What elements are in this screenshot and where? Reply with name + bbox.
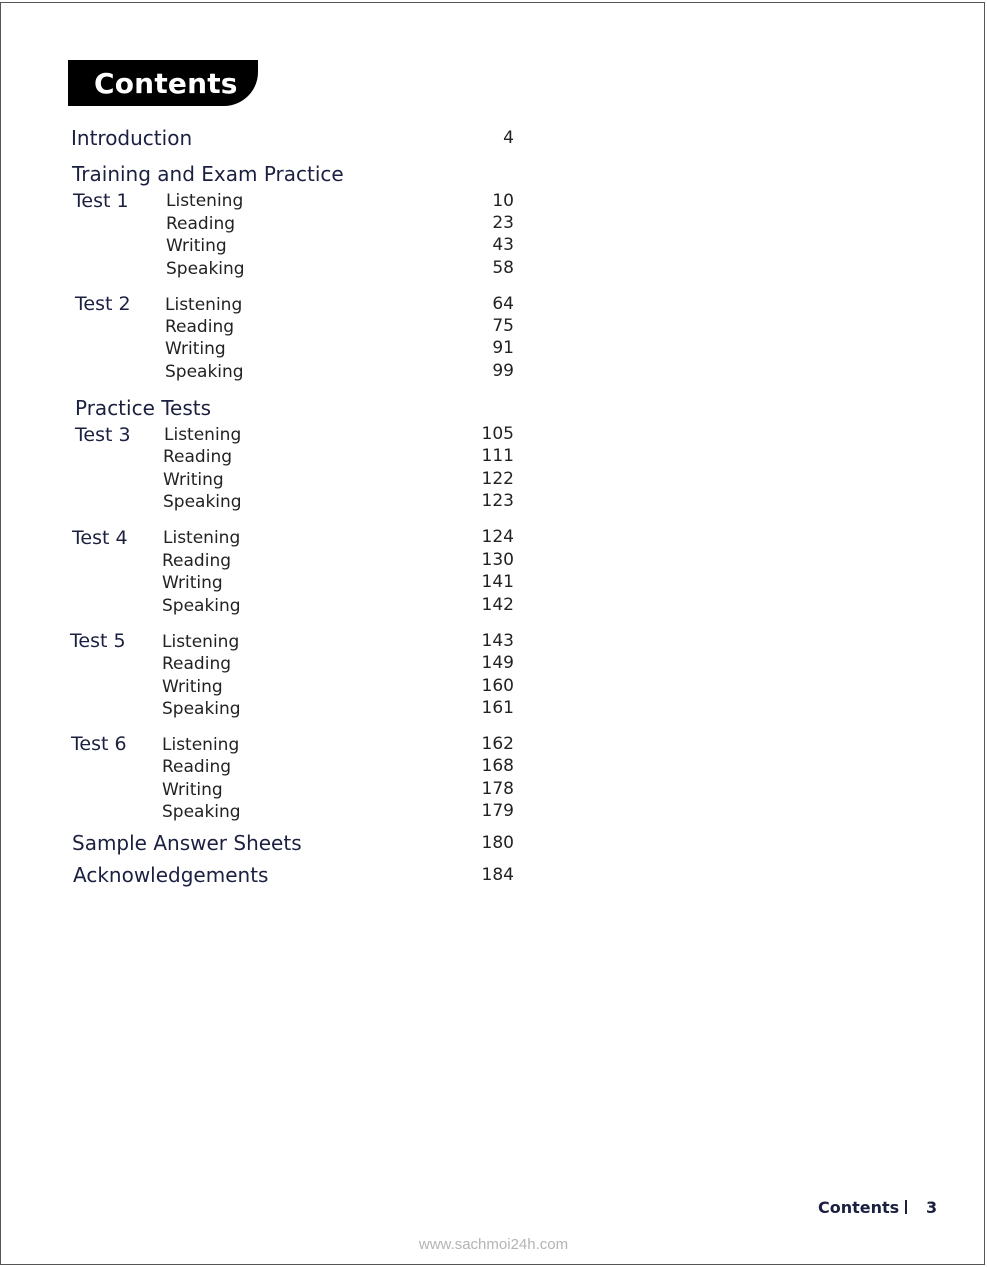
toc-test4-speaking-page: 142 [481,595,514,615]
toc-test3-reading-page: 111 [481,446,514,466]
footer-section-label: Contents [818,1198,900,1217]
toc-test1-writing[interactable]: Writing [166,236,227,256]
toc-introduction-page: 4 [503,128,514,148]
toc-test6-writing[interactable]: Writing [162,780,223,800]
toc-test2-listening[interactable]: Listening [165,295,243,315]
toc-test3-writing[interactable]: Writing [163,470,224,490]
toc-test1-reading-page: 23 [492,213,514,233]
toc-test4-speaking[interactable]: Speaking [162,596,241,616]
toc-test2-listening-page: 64 [492,294,514,314]
toc-test1-writing-page: 43 [492,235,514,255]
toc-test4-listening-page: 124 [481,527,514,547]
toc-test3-reading[interactable]: Reading [163,447,233,467]
toc-test6-writing-page: 178 [481,779,514,799]
toc-test5-label[interactable]: Test 5 [70,630,126,652]
toc-test6-speaking-page: 179 [481,801,514,821]
toc-sample-answer-sheets-label[interactable]: Sample Answer Sheets [72,831,302,855]
toc-test3-listening[interactable]: Listening [164,425,242,445]
toc-introduction-label[interactable]: Introduction [71,126,193,150]
watermark-text: www.sachmoi24h.com [418,1236,569,1253]
toc-test3-speaking[interactable]: Speaking [163,492,242,512]
toc-test6-speaking[interactable]: Speaking [162,802,241,822]
toc-test6-listening-page: 162 [481,734,514,754]
toc-test4-reading-page: 130 [481,550,514,570]
toc-test3-speaking-page: 123 [481,491,514,511]
toc-test1-label[interactable]: Test 1 [73,190,129,212]
toc-test6-listening[interactable]: Listening [162,735,240,755]
toc-test5-writing[interactable]: Writing [162,677,223,697]
toc-test5-writing-page: 160 [481,676,514,696]
toc-test2-speaking-page: 99 [492,361,514,381]
toc-test6-reading[interactable]: Reading [162,757,232,777]
toc-test2-writing[interactable]: Writing [165,339,226,359]
toc-test3-label[interactable]: Test 3 [75,424,131,446]
toc-test4-label[interactable]: Test 4 [72,527,128,549]
toc-section-training: Training and Exam Practice [72,162,344,186]
toc-acknowledgements-label[interactable]: Acknowledgements [73,863,269,887]
toc-test2-speaking[interactable]: Speaking [165,362,244,382]
page-title: Contents [94,67,238,100]
toc-test5-reading[interactable]: Reading [162,654,232,674]
toc-test5-reading-page: 149 [481,653,514,673]
toc-test2-label[interactable]: Test 2 [75,293,131,315]
toc-test2-reading[interactable]: Reading [165,317,235,337]
toc-test6-reading-page: 168 [481,756,514,776]
toc-test1-listening[interactable]: Listening [166,191,244,211]
toc-test4-writing[interactable]: Writing [162,573,223,593]
toc-test1-reading[interactable]: Reading [166,214,236,234]
toc-acknowledgements-page: 184 [481,865,514,885]
toc-test1-listening-page: 10 [492,191,514,211]
toc-test5-listening-page: 143 [481,631,514,651]
toc-sample-answer-sheets-page: 180 [481,833,514,853]
footer-divider [905,1200,907,1214]
toc-test2-writing-page: 91 [492,338,514,358]
toc-test6-label[interactable]: Test 6 [71,733,127,755]
contents-banner [68,60,258,106]
toc-test5-listening[interactable]: Listening [162,632,240,652]
toc-test4-reading[interactable]: Reading [162,551,232,571]
toc-test3-writing-page: 122 [481,469,514,489]
toc-test1-speaking-page: 58 [492,258,514,278]
toc-test4-listening[interactable]: Listening [163,528,241,548]
toc-test1-speaking[interactable]: Speaking [166,259,245,279]
toc-test5-speaking[interactable]: Speaking [162,699,241,719]
toc-section-practice: Practice Tests [75,396,212,420]
toc-test5-speaking-page: 161 [481,698,514,718]
toc-test3-listening-page: 105 [481,424,514,444]
toc-test2-reading-page: 75 [492,316,514,336]
footer-page-number: 3 [926,1198,938,1217]
toc-test4-writing-page: 141 [481,572,514,592]
